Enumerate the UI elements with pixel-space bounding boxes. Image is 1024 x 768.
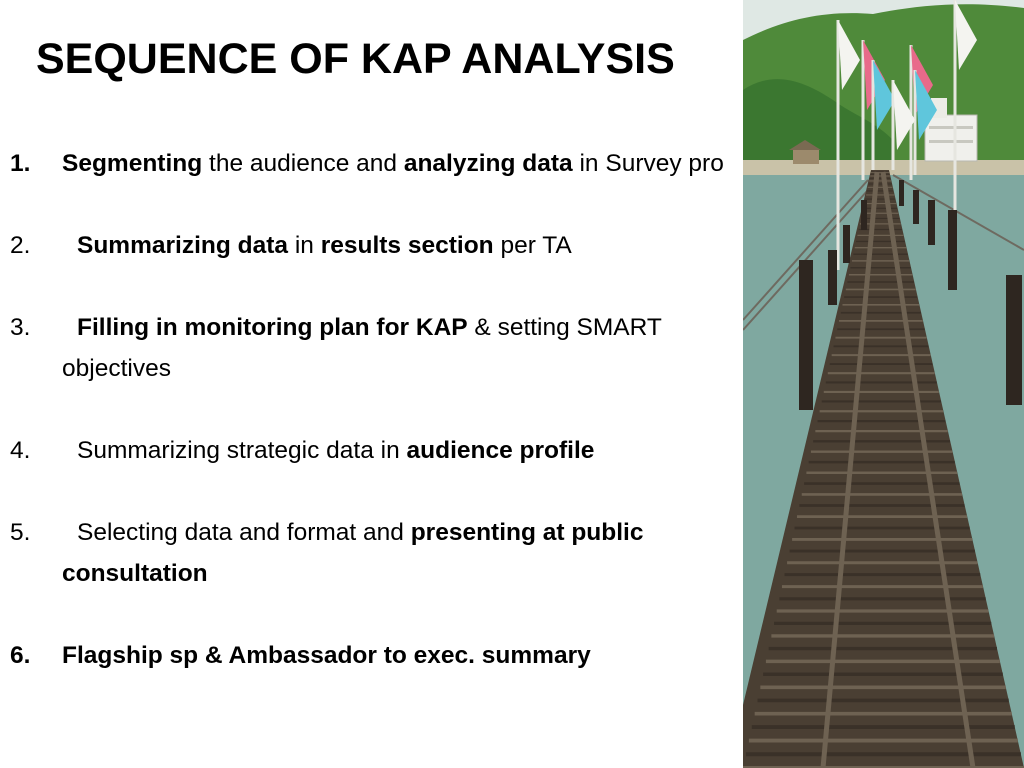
bridge-post [861,200,867,230]
list-item [10,512,740,594]
list-item-plain-text: Summarizing strategic data in [77,437,407,464]
bridge-photo [743,0,1024,768]
list-item-plain-text: Selecting data and format and [77,519,411,546]
list-item [10,430,740,471]
list-item-text [62,437,594,464]
slide-title: SEQUENCE OF KAP ANALYSIS [36,35,675,83]
list-item-plain-text: per TA [493,232,572,259]
sequence-list [10,143,740,717]
bridge-post [913,190,919,224]
list-item [10,635,740,676]
list-item-text [62,232,572,259]
list-item-text [62,642,591,669]
list-item-bold-text: Segmenting [62,150,203,177]
list-item-number: 1. [10,150,31,177]
bridge-post [843,225,850,263]
list-item-number: 5. [10,519,31,546]
list-item-number: 6. [10,642,31,669]
list-item-number: 3. [10,314,31,341]
list-item-bold-text: results section [320,232,494,259]
list-item-bold-text: audience profile [406,437,595,464]
list-item-bold-text: Flagship sp & Ambassador to exec. summary [62,642,591,669]
list-item [10,143,740,184]
list-item-plain-text: & setting SMART objectives [62,314,662,382]
list-item-text [62,519,643,587]
bridge-post [799,260,813,410]
list-item [10,307,740,389]
bridge-post [928,200,935,245]
list-item-plain-text: the audience and [202,150,404,177]
bridge-post [1006,275,1022,405]
list-item-text [62,314,661,382]
list-item-bold-text: Filling in monitoring plan for KAP [77,314,468,341]
list-item-plain-text: in Survey pro [572,150,724,177]
list-item-bold-text: analyzing data [403,150,573,177]
list-item-number: 2. [10,232,31,259]
bridge-post [899,180,904,206]
list-item-plain-text: in [288,232,321,259]
bridge-post [828,250,837,305]
list-item [10,225,740,266]
list-item-number: 4. [10,437,31,464]
bridge-post [948,210,957,290]
list-item-bold-text: presenting at public consultation [62,519,644,587]
bamboo-bridge-photo-svg [743,0,1024,768]
list-item-bold-text: Summarizing data [77,232,289,259]
list-item-text [62,150,724,177]
